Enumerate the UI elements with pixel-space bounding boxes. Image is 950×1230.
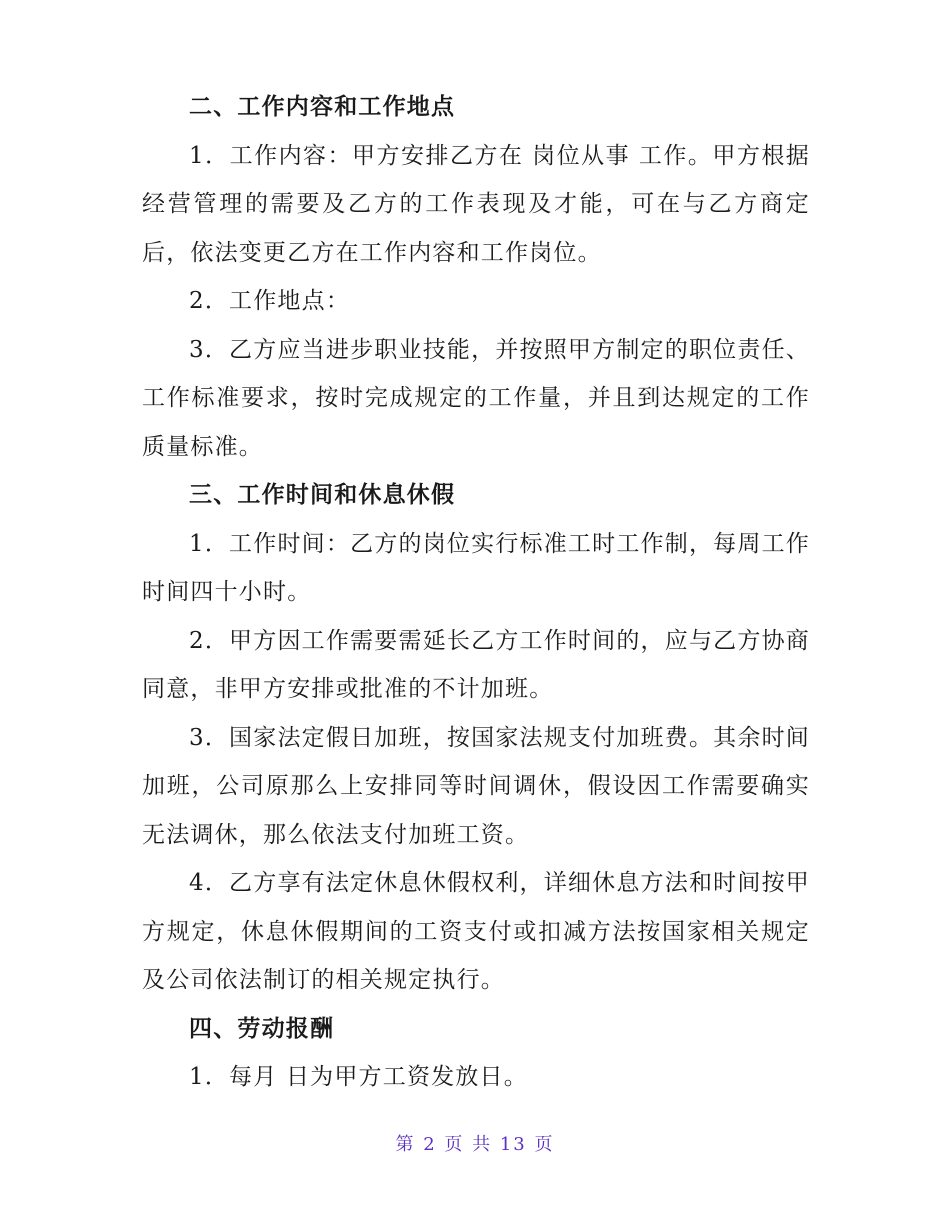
paragraph-leave-rights: 4．乙方享有法定休息休假权利，详细休息方法和时间按甲方规定，休息休假期间的工资支付或扣减方法按国家相关规定及公司依法制订的相关规定执行。	[142, 870, 810, 993]
section-heading-remuneration: 四、劳动报酬	[189, 1015, 335, 1042]
section-heading-work-hours: 三、工作时间和休息休假	[189, 482, 456, 508]
page-number-footer: 第 2 页 共 13 页	[395, 1134, 555, 1155]
document-body	[142, 83, 810, 1102]
paragraph-overtime-consent: 2．甲方因工作需要需延长乙方工作时间的，应与乙方协商同意，非甲方安排或批准的不计加班。	[142, 627, 810, 702]
paragraph-work-location: 2．工作地点：	[189, 288, 351, 314]
paragraph-work-hours: 1．工作时间：乙方的岗位实行标准工时工作制，每周工作时间四十小时。	[142, 530, 810, 605]
section-heading-work-content: 二、工作内容和工作地点	[189, 94, 456, 120]
paragraph-work-content: 1．工作内容：甲方安排乙方在 岗位从事 工作。甲方根据经营管理的需要及乙方的工作表现及才能，可在与乙方商定后，依法变更乙方在工作内容和工作岗位。	[142, 142, 810, 266]
paragraph-payday: 1．每月 日为甲方工资发放日。	[189, 1064, 528, 1090]
paragraph-holiday-overtime: 3．国家法定假日加班，按国家法规支付加班费。其余时间加班，公司原那么上安排同等时间调休，假设因工作需要确实无法调休，那么依法支付加班工资。	[142, 724, 810, 848]
paragraph-skills-standard: 3．乙方应当进步职业技能，并按照甲方制定的职位责任、工作标准要求，按时完成规定的工作量，并且到达规定的工作质量标准。	[142, 336, 810, 460]
